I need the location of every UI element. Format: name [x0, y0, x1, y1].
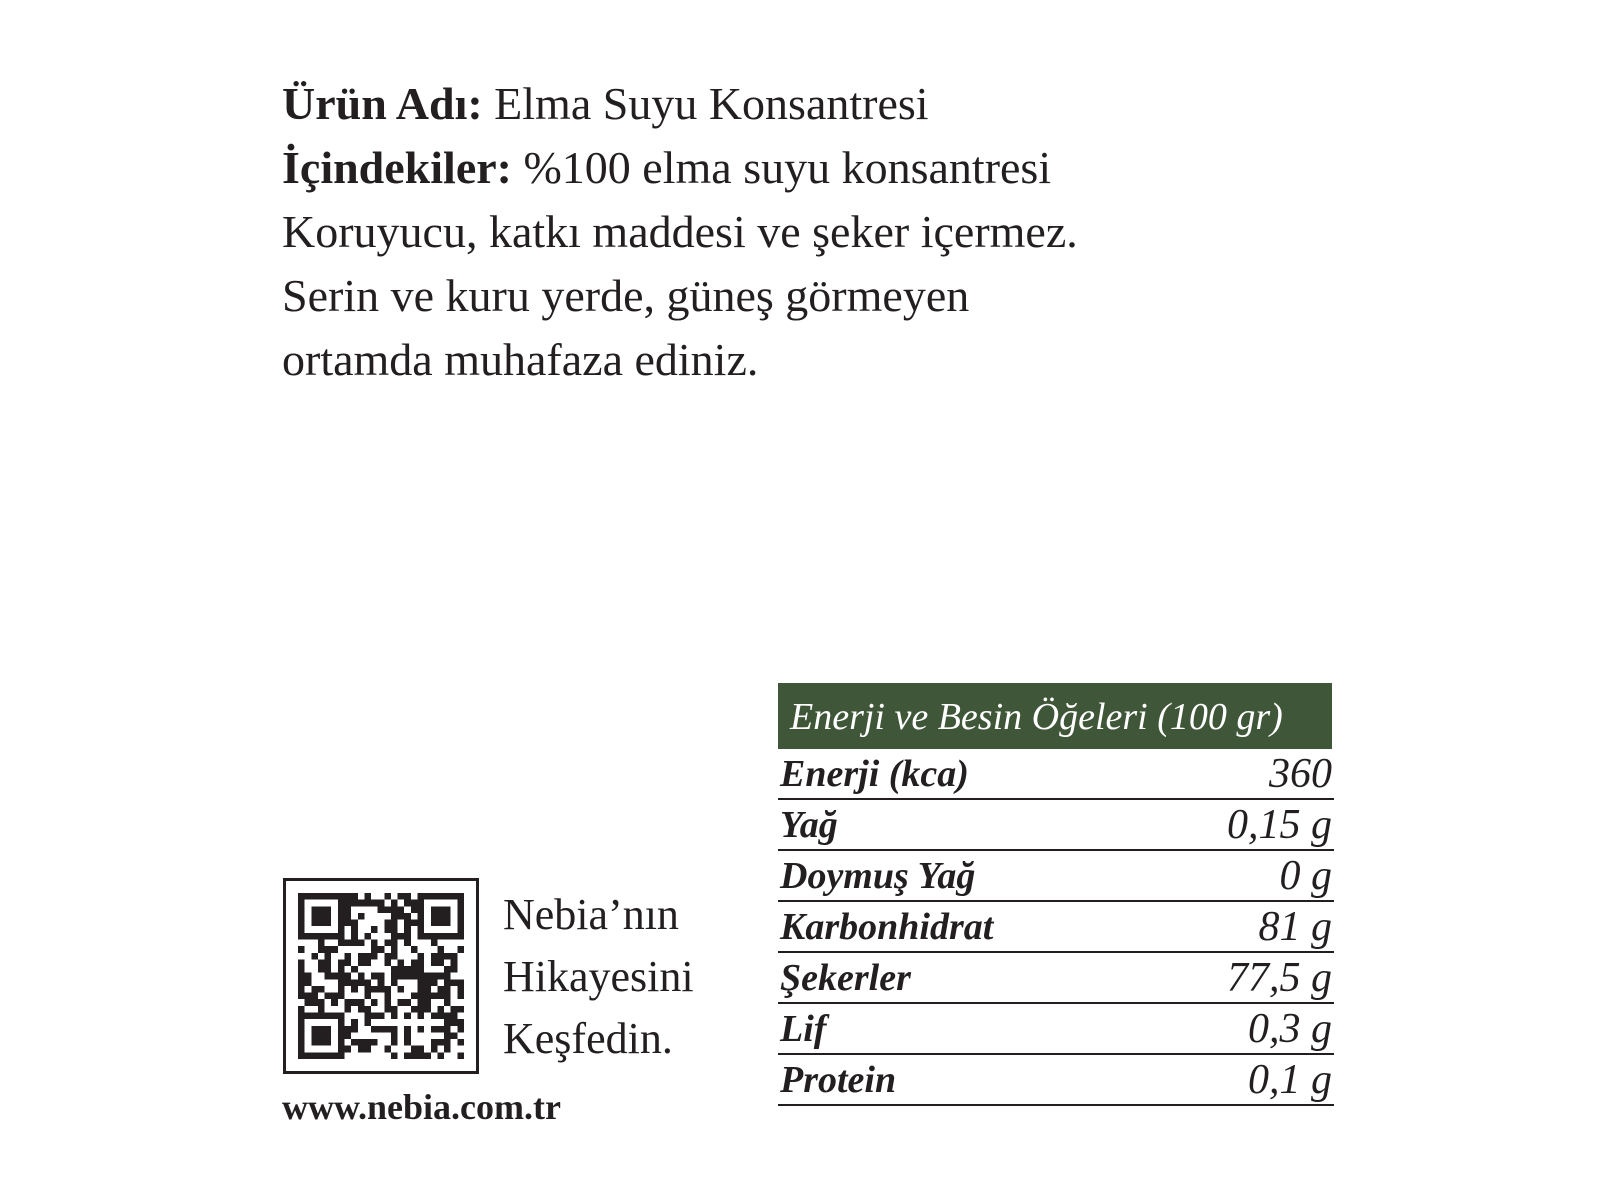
nutrition-label: Lif — [780, 1008, 827, 1050]
website-link[interactable]: www.nebia.com.tr — [282, 1087, 561, 1127]
nutrition-row-protein — [778, 1055, 1334, 1106]
nutrition-row-energy — [778, 749, 1334, 800]
nutrition-value: 0,1 g — [1248, 1057, 1332, 1103]
qr-code[interactable] — [283, 878, 479, 1074]
ingredients-value: %100 elma suyu konsantresi — [511, 142, 1052, 193]
nutrition-label: Yağ — [780, 804, 838, 846]
product-info — [282, 72, 1282, 392]
qr-caption-line-1: Nebia’nın — [503, 890, 679, 939]
nutrition-row-fiber — [778, 1004, 1334, 1055]
nutrition-header: Enerji ve Besin Öğeleri (100 gr) — [778, 683, 1332, 749]
nutrition-label: Doymuş Yağ — [780, 855, 976, 897]
qr-caption — [503, 884, 694, 1070]
qr-caption-line-3: Keşfedin. — [503, 1014, 673, 1063]
nutrition-value: 0,15 g — [1227, 802, 1332, 848]
nutrition-value: 0 g — [1279, 853, 1332, 899]
nutrition-value: 360 — [1269, 751, 1332, 797]
nutrition-row-carbohydrate — [778, 902, 1334, 953]
no-additives-note: Koruyucu, katkı maddesi ve şeker içermez. — [282, 206, 1078, 257]
ingredients-line — [282, 136, 1282, 200]
qr-code-pattern — [298, 893, 464, 1059]
nutrition-value: 77,5 g — [1227, 955, 1332, 1001]
nutrition-label: Karbonhidrat — [780, 906, 994, 948]
storage-note-line-1: Serin ve kuru yerde, güneş görmeyen — [282, 270, 970, 321]
nutrition-row-sugars — [778, 953, 1334, 1004]
storage-note-line-2: ortamda muhafaza ediniz. — [282, 334, 759, 385]
nutrition-label: Şekerler — [780, 957, 911, 999]
nutrition-row-fat — [778, 800, 1334, 851]
nutrition-label: Protein — [780, 1059, 897, 1101]
nutrition-value: 0,3 g — [1248, 1006, 1332, 1052]
qr-caption-line-2: Hikayesini — [503, 952, 694, 1001]
nutrition-label: Enerji (kca) — [780, 753, 969, 795]
nutrition-value: 81 g — [1258, 904, 1332, 950]
nutrition-row-saturated-fat — [778, 851, 1334, 902]
nutrition-table — [778, 683, 1334, 1106]
ingredients-label: İçindekiler: — [282, 142, 512, 193]
product-name-line — [282, 72, 1282, 136]
product-name-label: Ürün Adı: — [282, 78, 483, 129]
product-name-value: Elma Suyu Konsantresi — [482, 78, 929, 129]
